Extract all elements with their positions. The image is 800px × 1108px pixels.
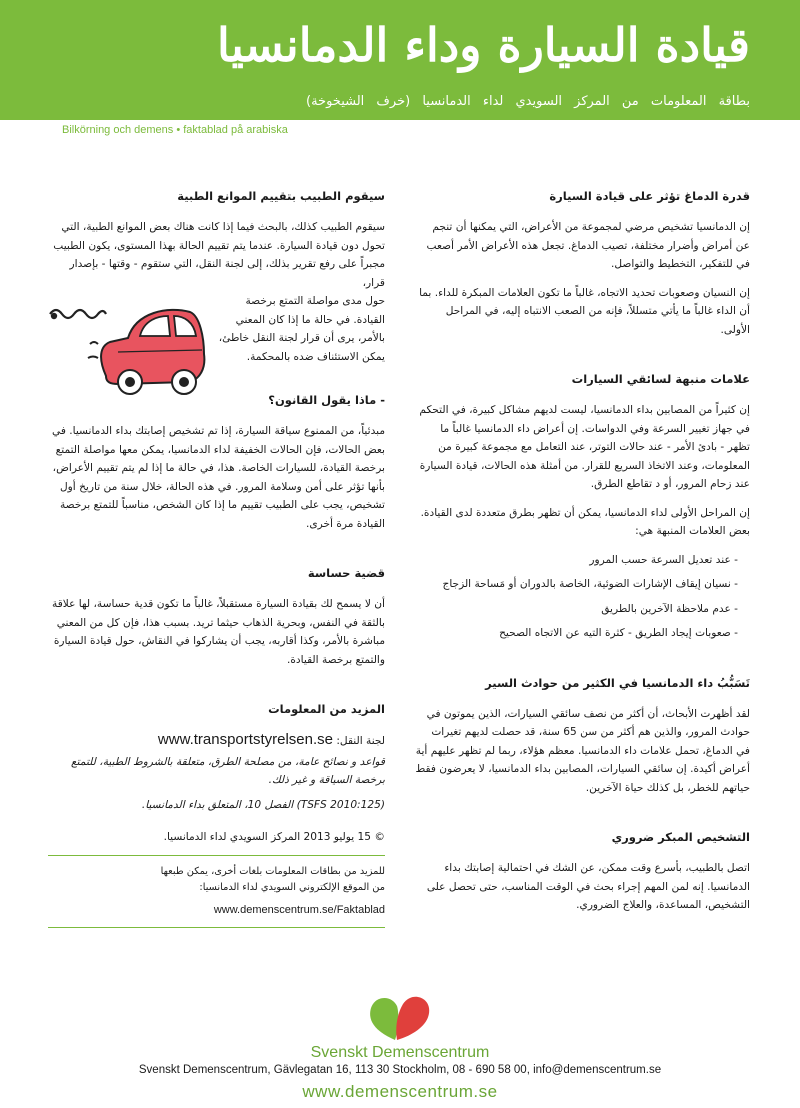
paragraph: أن لا يسمح لك بقيادة السيارة مستقبلاً، غالباً ما تكون قدية حساسة، لها علاقة بالثقة في النفس، وبحرية الذهاب حيثما تريد. بسبب هذا، فإن كل من المعني مباشرة بالأمر، وكذا أقاربه، يجب أن يشاركوا في النقاش، حول قيادة السيارة والتمتع برخصة القيادة. (52, 598, 385, 666)
car-block (48, 292, 385, 366)
left-column (48, 188, 385, 936)
paragraph: مبدئياً، من الممنوع سياقة السيارة، إذا تم تشخيص إصابتك بداء الدمانسيا. في بعض الحالات، فإن الحالات الخفيفة لداء الدمانسيا، يمكن معها مواصلة التمتع برخصة القيادة، للسيارات الخاصة. هذا، في حالة ما إذا لم يتم تقييم الأعراض، بأنها تؤثر على أمن وسلامة المرور. في هذه الحالة، خلال سنة من تاريخ أول تشخيص، يجب على الطبيب تقييم ما إذا كان الشخص، مناسباً للتمتع برخصة القيادة مرة أخرى. (52, 425, 385, 530)
transport-line (48, 731, 385, 751)
tagline: Bilkörning och demens • faktablad på arabiska (62, 124, 288, 136)
footer-address: Svenskt Demenscentrum, Gävlegatan 16, 113 30 Stockholm, 08 - 690 58 00, info@demenscentrum.se (138, 1064, 662, 1076)
logo (0, 992, 800, 1062)
warning-list (415, 551, 750, 643)
section-heading: قضية حساسة (307, 566, 385, 580)
section-early-diagnosis (415, 829, 750, 915)
section-heading: سيقوم الطبيب بتقييم الموانع الطبية (177, 189, 385, 203)
more-factsheets (48, 864, 385, 919)
section-heading: - ماذا يقول القانون؟ (268, 393, 385, 407)
paragraph: إن المراحل الأولى لداء الدمانسيا، يمكن أن تظهر بطرق متعددة لدى القيادة. بعض العلامات المنبهة هي: (420, 506, 750, 537)
section-accidents (415, 675, 750, 798)
section-more-info (48, 701, 385, 928)
paragraph: لقد أظهرت الأبحاث، أن أكثر من نصف سائقي السيارات، الذين يموتون في حوادث المرور، والذين هم أكثر من سن 65 سنة، قد حصلت لديهم تغيرات في الدماغ، تحمل علامات داء الدمانسيا. معظم هؤلاء، ربما لم تظهر عليهم أية أعراض أكيدة. إن سائقي السيارات، المصابين بداء الدمانسيا، لا يعرضون فقط حياتهم للخطر، بل كذلك حياة الآخرين. (415, 707, 750, 794)
paragraph: إن الدمانسيا تشخيص مرضي لمجموعة من الأعراض، التي يمكنها أن تنجم عن أمراض وأضرار مختلفة، تصيب الدماغ. تجعل هذه الأعراض الأمر أصعب في للتفكير، التخطيط والتواصل. (426, 221, 750, 270)
more-line-2: من الموقع الإلكتروني السويدي لداء الدمانسيا: (199, 881, 385, 893)
italic-note: (TSFS 2010:125) الفصل 10، المتعلق بداء الدمانسيا. (141, 798, 385, 811)
section-law (48, 392, 385, 533)
italic-note: قواعد و نصائح عامة، من مصلحة الطرق، متعلقة بالشروط الطبية، للتمتع برخصة السياقة و غير ذلك. (71, 755, 385, 786)
page-subtitle: بطاقة المعلومات من المركز السويدي لداء الدمانسيا (خرف الشيخوخة) (306, 94, 750, 109)
page-title: قيادة السيارة وداء الدمانسيا (217, 18, 750, 72)
car-illustration-icon (48, 298, 206, 398)
copyright: © 15 يوليو 2013 المركز السويدي لداء الدمانسيا. (163, 831, 385, 843)
paragraph-text: حول مدى مواصلة التمتع برخصة القيادة. في حالة ما إذا كان المعني بالأمر، يرى أن قرار لجنة النقل خاطئ، يمكن الاستئناف ضده بالمحكمة. (218, 295, 385, 363)
list-item: - عند تعديل السرعة حسب المرور (415, 551, 738, 570)
section-heading: قدرة الدماغ تؤثر على قيادة السيارة (549, 189, 750, 203)
more-line-1: للمزيد من بطاقات المعلومات بلغات أخرى، يمكن طبعها (160, 865, 385, 877)
right-column (415, 188, 750, 947)
paragraph: اتصل بالطبيب، بأسرع وقت ممكن، عن الشك في احتمالية إصابتك بداء الدمانسيا. إنه لمن المهم إجراء بحث في الوقت المناسب، حتى تحصل على التشخيص، المساعدة، والعلاج الضروري. (426, 862, 750, 911)
section-warning-signs (415, 371, 750, 643)
section-heading: تَسَبُّبُ داء الدمانسيا في الكثير من حوادث السير (485, 675, 750, 690)
list-item: - عدم ملاحظة الآخرين بالطريق (415, 600, 738, 619)
paragraph: إن كثيراً من المصابين بداء الدمانسيا، ليست لديهم مشاكل كبيرة، في التحكم في جهاز تغيير السرعة وفي الدواسات. إن أعراض داء الدمانسيا غالباً ما تظهر - بادئ الأمر - عند حالات التوتر، عند التعامل مع مجموعة كبيرة من المعلومات، وعند الاتخاذ السريع للقرار. من أمثلة هذه الحالات، قيادة السيارة عند زحام المرور، أو د تقاطع الطرق. (419, 404, 750, 490)
paragraph: سيقوم الطبيب كذلك، بالبحث فيما إذا كانت هناك بعض الموانع الطبية، التي تحول دون قيادة السيارة. عندما يتم تقييم الحالة بهذا المستوى، يكون الطبيب مجبراً على رفع تقرير بذلك، إلى لجنة النقل، التي ستقوم - وقتها - بإصدار قرار، (53, 221, 385, 289)
list-item: - صعوبات إيجاد الطريق - كثرة التيه عن الاتجاه الصحيح (415, 624, 738, 643)
section-heading: التشخيص المبكر ضروري (611, 830, 750, 844)
header-banner (0, 0, 800, 120)
section-brain (415, 188, 750, 339)
list-item: - نسيان إيقاف الإشارات الضوئية، الخاصة بالدوران أو مَساحة الزجاج (415, 575, 738, 594)
factsheet-link[interactable]: www.demenscentrum.se/Faktablad (213, 903, 385, 916)
section-medical (48, 188, 385, 366)
footer-url[interactable]: www.demenscentrum.se (302, 1082, 498, 1101)
transport-link[interactable]: www.transportstyrelsen.se (157, 731, 333, 748)
divider (48, 855, 385, 856)
section-heading: المزيد من المعلومات (268, 702, 385, 716)
section-heading: علامات منبهة لسائقي السيارات (571, 372, 750, 386)
divider (48, 927, 385, 928)
paragraph: إن النسيان وصعوبات تحديد الاتجاه، غالباً ما تكون العلامات المبكرة للداء. بما أن الداء غالباً ما يأتي متسللاً، فإنه من الصعب الانتباه إليه، في المراحل الأولى. (419, 286, 750, 336)
section-sensitive (48, 565, 385, 669)
heart-logo-icon (365, 992, 435, 1042)
transport-label: لجنة النقل: (336, 735, 385, 747)
brand-name: Svenskt Demenscentrum (310, 1044, 490, 1061)
